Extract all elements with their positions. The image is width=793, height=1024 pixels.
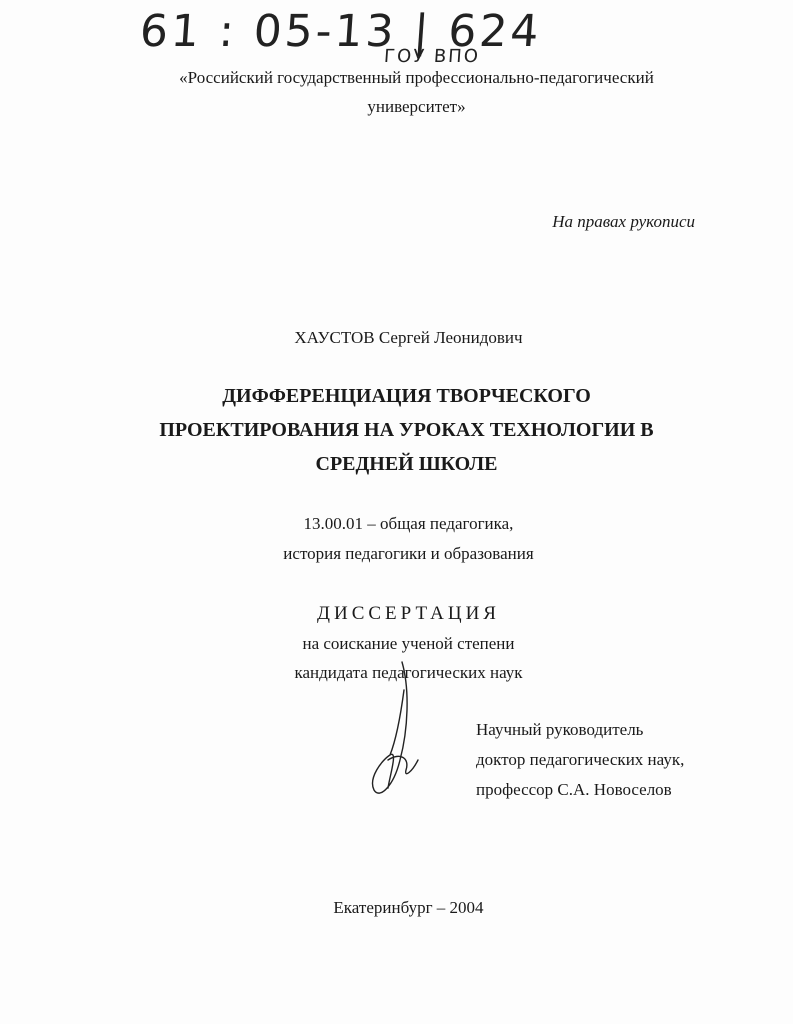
supervisor-line-3: профессор С.А. Новоселов (476, 780, 672, 799)
degree-line-2: кандидата педагогических наук (294, 663, 523, 682)
organization-line-2: университет» (367, 97, 466, 116)
manuscript-note: На правах рукописи (552, 212, 695, 231)
supervisor-line-2: доктор педагогических наук, (476, 750, 685, 769)
organization-line-1: «Российский государственный профессионально-педагогический (179, 68, 654, 87)
footer-city-year: Екатеринбург – 2004 (333, 898, 484, 917)
handwritten-signature (360, 660, 430, 810)
handwritten-code-separator: | (394, 6, 451, 57)
handwritten-note: ГОУ ВПО (383, 46, 481, 67)
degree-line-1: на соискание ученой степени (302, 634, 515, 653)
handwritten-code-tail: 624 (446, 6, 544, 57)
specialty-line-2: история педагогики и образования (283, 544, 534, 563)
supervisor-line-1: Научный руководитель (476, 720, 644, 739)
title-line-3: СРЕДНЕЙ ШКОЛЕ (315, 453, 498, 475)
title-line-1: ДИФФЕРЕНЦИАЦИЯ ТВОРЧЕСКОГО (222, 385, 591, 407)
handwritten-catalog-code (138, 6, 543, 57)
author-name: ХАУСТОВ Сергей Леонидович (294, 328, 523, 347)
handwritten-code-main: 61 : 05-13 (138, 6, 399, 57)
dissertation-heading: ДИССЕРТАЦИЯ (317, 603, 500, 624)
title-line-2: ПРОЕКТИРОВАНИЯ НА УРОКАХ ТЕХНОЛОГИИ В (159, 419, 654, 441)
specialty-line-1: 13.00.01 – общая педагогика, (303, 514, 514, 533)
